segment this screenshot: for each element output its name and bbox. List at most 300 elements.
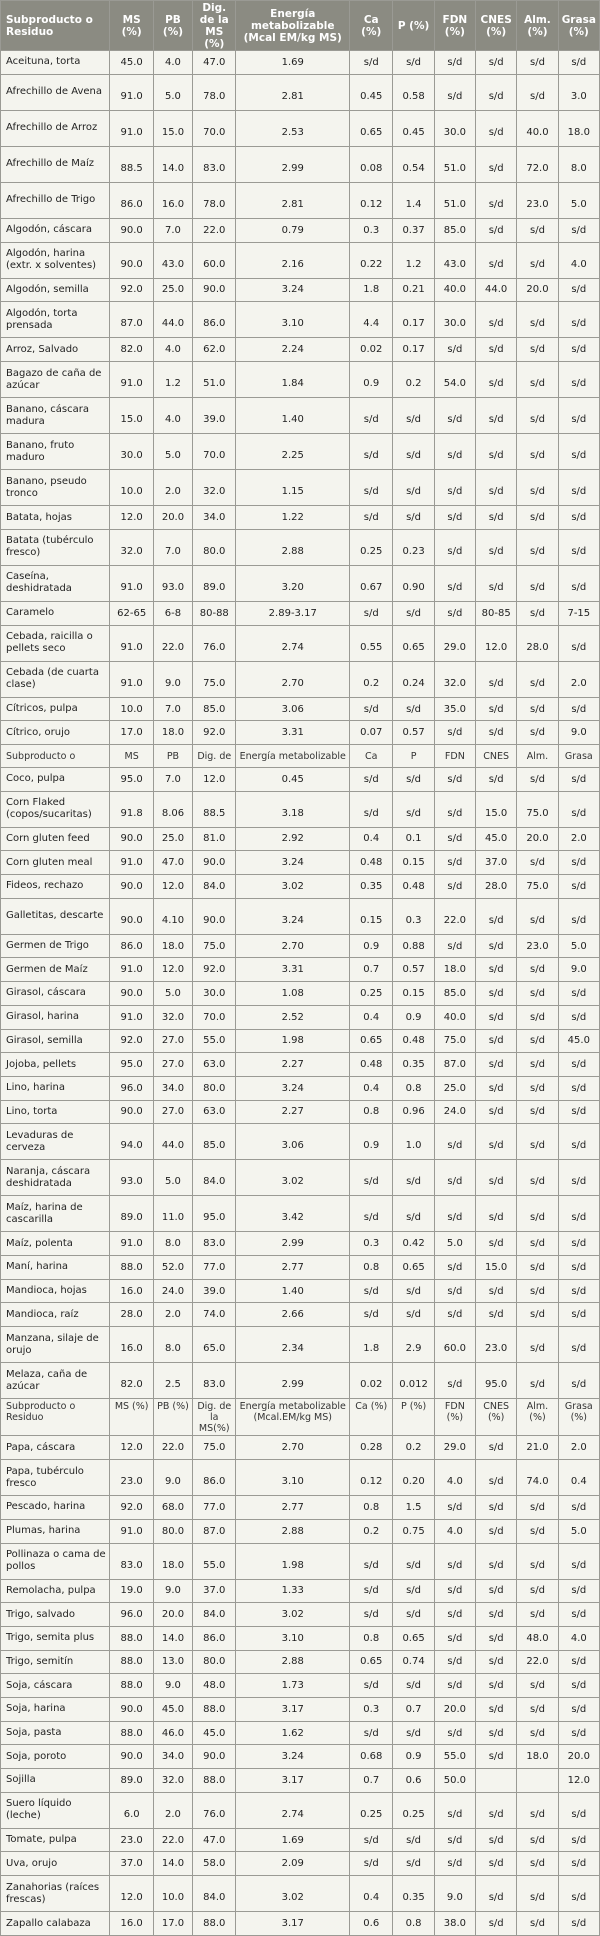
cell-pb: 5.0 bbox=[153, 982, 192, 1006]
cell-cnes: s/d bbox=[476, 338, 517, 362]
cell-dig: 70.0 bbox=[193, 110, 236, 146]
cell-ms: 89.0 bbox=[110, 1769, 153, 1793]
cell-alm: s/d bbox=[517, 982, 558, 1006]
cell-pb: 11.0 bbox=[153, 1196, 192, 1232]
cell-p: s/d bbox=[393, 51, 434, 75]
cell-cnes: 44.0 bbox=[476, 278, 517, 302]
cell-dig: 34.0 bbox=[193, 506, 236, 530]
cell-cnes: s/d bbox=[476, 1460, 517, 1496]
cell-grasa: s/d bbox=[558, 982, 599, 1006]
cell-product: Soja, pasta bbox=[1, 1721, 110, 1745]
cell-ms: 90.0 bbox=[110, 1698, 153, 1722]
cell-ca: 0.7 bbox=[350, 1769, 393, 1793]
cell-product: Coco, pulpa bbox=[1, 767, 110, 791]
subheader-fdn: FDN bbox=[434, 745, 475, 768]
cell-product: Germen de Maíz bbox=[1, 958, 110, 982]
cell-dig: 77.0 bbox=[193, 1496, 236, 1520]
cell-cnes: s/d bbox=[476, 302, 517, 338]
cell-ms: 90.0 bbox=[110, 875, 153, 899]
cell-product: Algodón, torta prensada bbox=[1, 302, 110, 338]
cell-cnes: 95.0 bbox=[476, 1363, 517, 1399]
cell-cnes: s/d bbox=[476, 1519, 517, 1543]
cell-cnes: s/d bbox=[476, 565, 517, 601]
cell-cnes: s/d bbox=[476, 1124, 517, 1160]
cell-fdn: s/d bbox=[434, 1543, 475, 1579]
cell-alm: 21.0 bbox=[517, 1436, 558, 1460]
cell-product: Maní, harina bbox=[1, 1256, 110, 1280]
cell-fdn: s/d bbox=[434, 875, 475, 899]
cell-alm: s/d bbox=[517, 1363, 558, 1399]
cell-ms: 90.0 bbox=[110, 218, 153, 242]
cell-p: 0.1 bbox=[393, 827, 434, 851]
cell-dig: 84.0 bbox=[193, 875, 236, 899]
cell-pb: 32.0 bbox=[153, 1005, 192, 1029]
cell-em: 3.02 bbox=[236, 1160, 350, 1196]
cell-dig: 81.0 bbox=[193, 827, 236, 851]
cell-p: 0.3 bbox=[393, 898, 434, 934]
cell-product: Girasol, harina bbox=[1, 1005, 110, 1029]
table-row bbox=[1, 1721, 600, 1745]
cell-product: Bagazo de caña de azúcar bbox=[1, 362, 110, 398]
cell-em: 3.10 bbox=[236, 1626, 350, 1650]
cell-dig: 75.0 bbox=[193, 661, 236, 697]
cell-product: Soja, harina bbox=[1, 1698, 110, 1722]
cell-cnes: s/d bbox=[476, 661, 517, 697]
cell-alm: s/d bbox=[517, 1721, 558, 1745]
cell-pb: 4.0 bbox=[153, 398, 192, 434]
table-row bbox=[1, 1303, 600, 1327]
cell-fdn: 85.0 bbox=[434, 218, 475, 242]
cell-ms: 16.0 bbox=[110, 1279, 153, 1303]
cell-em: 3.17 bbox=[236, 1769, 350, 1793]
cell-ms: 91.0 bbox=[110, 110, 153, 146]
table-row bbox=[1, 529, 600, 565]
cell-ms: 91.0 bbox=[110, 851, 153, 875]
cell-alm: s/d bbox=[517, 1327, 558, 1363]
cell-alm: 75.0 bbox=[517, 875, 558, 899]
cell-em: 3.20 bbox=[236, 565, 350, 601]
cell-grasa: 5.0 bbox=[558, 1519, 599, 1543]
cell-product: Galletitas, descarte bbox=[1, 898, 110, 934]
cell-dig: 92.0 bbox=[193, 721, 236, 745]
cell-grasa: s/d bbox=[558, 529, 599, 565]
cell-cnes: 15.0 bbox=[476, 1256, 517, 1280]
cell-ms: 86.0 bbox=[110, 934, 153, 958]
cell-ms: 95.0 bbox=[110, 767, 153, 791]
cell-cnes: s/d bbox=[476, 721, 517, 745]
cell-dig: 48.0 bbox=[193, 1674, 236, 1698]
cell-fdn: 30.0 bbox=[434, 110, 475, 146]
cell-dig: 86.0 bbox=[193, 302, 236, 338]
cell-product: Pescado, harina bbox=[1, 1496, 110, 1520]
cell-dig: 65.0 bbox=[193, 1327, 236, 1363]
cell-pb: 2.0 bbox=[153, 1303, 192, 1327]
cell-product: Manzana, silaje de orujo bbox=[1, 1327, 110, 1363]
cell-product: Girasol, cáscara bbox=[1, 982, 110, 1006]
cell-p: 1.4 bbox=[393, 182, 434, 218]
cell-cnes: s/d bbox=[476, 218, 517, 242]
cell-fdn: s/d bbox=[434, 506, 475, 530]
cell-pb: 22.0 bbox=[153, 625, 192, 661]
cell-fdn: 29.0 bbox=[434, 625, 475, 661]
cell-p: 0.9 bbox=[393, 1005, 434, 1029]
cell-pb: 5.0 bbox=[153, 434, 192, 470]
cell-pb: 18.0 bbox=[153, 934, 192, 958]
cell-ca: 0.65 bbox=[350, 1029, 393, 1053]
cell-dig: 22.0 bbox=[193, 218, 236, 242]
cell-fdn: s/d bbox=[434, 851, 475, 875]
cell-fdn: 9.0 bbox=[434, 1876, 475, 1912]
cell-product: Mandioca, raíz bbox=[1, 1303, 110, 1327]
cell-fdn: 40.0 bbox=[434, 278, 475, 302]
cell-fdn: 18.0 bbox=[434, 958, 475, 982]
cell-fdn: s/d bbox=[434, 51, 475, 75]
cell-p: 0.8 bbox=[393, 1076, 434, 1100]
cell-em: 2.53 bbox=[236, 110, 350, 146]
cell-product: Caramelo bbox=[1, 602, 110, 626]
cell-fdn: s/d bbox=[434, 398, 475, 434]
cell-grasa: s/d bbox=[558, 1160, 599, 1196]
cell-alm: s/d bbox=[517, 74, 558, 110]
table-row bbox=[1, 1005, 600, 1029]
table-row bbox=[1, 1496, 600, 1520]
cell-ms: 91.0 bbox=[110, 1232, 153, 1256]
cell-em: 2.88 bbox=[236, 1650, 350, 1674]
cell-em: 1.40 bbox=[236, 398, 350, 434]
cell-fdn: s/d bbox=[434, 1650, 475, 1674]
table-row bbox=[1, 1436, 600, 1460]
cell-alm: s/d bbox=[517, 1912, 558, 1936]
cell-product: Levaduras de cerveza bbox=[1, 1124, 110, 1160]
cell-pb: 27.0 bbox=[153, 1100, 192, 1124]
cell-pb: 4.0 bbox=[153, 338, 192, 362]
cell-fdn: s/d bbox=[434, 74, 475, 110]
cell-p: s/d bbox=[393, 506, 434, 530]
cell-ca: 4.4 bbox=[350, 302, 393, 338]
table-row bbox=[1, 1124, 600, 1160]
table-row bbox=[1, 934, 600, 958]
cell-dig: 95.0 bbox=[193, 1196, 236, 1232]
cell-ca: s/d bbox=[350, 1579, 393, 1603]
cell-product: Cítricos, pulpa bbox=[1, 697, 110, 721]
cell-product: Batata, hojas bbox=[1, 506, 110, 530]
cell-p: s/d bbox=[393, 791, 434, 827]
cell-cnes: s/d bbox=[476, 1160, 517, 1196]
cell-cnes: s/d bbox=[476, 1792, 517, 1828]
cell-pb: 25.0 bbox=[153, 827, 192, 851]
table-row bbox=[1, 1100, 600, 1124]
cell-cnes: s/d bbox=[476, 1005, 517, 1029]
cell-dig: 80-88 bbox=[193, 602, 236, 626]
cell-ms: 86.0 bbox=[110, 182, 153, 218]
cell-p: 2.9 bbox=[393, 1327, 434, 1363]
cell-pb: 7.0 bbox=[153, 767, 192, 791]
cell-ca: 0.4 bbox=[350, 1876, 393, 1912]
table-row bbox=[1, 1769, 600, 1793]
cell-ca: 0.8 bbox=[350, 1256, 393, 1280]
cell-em: 2.88 bbox=[236, 529, 350, 565]
cell-fdn: 32.0 bbox=[434, 661, 475, 697]
cell-ms: 37.0 bbox=[110, 1852, 153, 1876]
cell-p: s/d bbox=[393, 1543, 434, 1579]
cell-alm: s/d bbox=[517, 697, 558, 721]
cell-ms: 90.0 bbox=[110, 1100, 153, 1124]
cell-fdn: s/d bbox=[434, 1124, 475, 1160]
cell-ca: 0.45 bbox=[350, 74, 393, 110]
cell-grasa: 3.0 bbox=[558, 74, 599, 110]
cell-p: 0.2 bbox=[393, 362, 434, 398]
cell-grasa: 2.0 bbox=[558, 661, 599, 697]
cell-product: Remolacha, pulpa bbox=[1, 1579, 110, 1603]
cell-em: 1.73 bbox=[236, 1674, 350, 1698]
cell-dig: 90.0 bbox=[193, 1745, 236, 1769]
cell-alm: s/d bbox=[517, 1279, 558, 1303]
cell-grasa: s/d bbox=[558, 1363, 599, 1399]
cell-ms: 91.0 bbox=[110, 565, 153, 601]
cell-p: 0.25 bbox=[393, 1792, 434, 1828]
cell-grasa: s/d bbox=[558, 1579, 599, 1603]
cell-pb: 9.0 bbox=[153, 1674, 192, 1698]
cell-fdn: s/d bbox=[434, 1603, 475, 1627]
cell-p: 0.9 bbox=[393, 1745, 434, 1769]
cell-grasa: s/d bbox=[558, 1076, 599, 1100]
cell-product: Algodón, harina (extr. x solventes) bbox=[1, 242, 110, 278]
cell-p: s/d bbox=[393, 1674, 434, 1698]
cell-product: Tomate, pulpa bbox=[1, 1828, 110, 1852]
cell-grasa: s/d bbox=[558, 1792, 599, 1828]
subheader-em: Energía metabolizable bbox=[236, 745, 350, 768]
subheader-pb: PB bbox=[153, 745, 192, 768]
cell-product: Uva, orujo bbox=[1, 1852, 110, 1876]
table-row bbox=[1, 898, 600, 934]
table-row bbox=[1, 1579, 600, 1603]
cell-em: 3.02 bbox=[236, 1603, 350, 1627]
cell-em: 2.74 bbox=[236, 625, 350, 661]
cell-em: 2.70 bbox=[236, 1436, 350, 1460]
cell-grasa: s/d bbox=[558, 851, 599, 875]
cell-fdn: 30.0 bbox=[434, 302, 475, 338]
table-row bbox=[1, 958, 600, 982]
cell-ca: 0.8 bbox=[350, 1100, 393, 1124]
cell-p: 0.54 bbox=[393, 146, 434, 182]
cell-ca: s/d bbox=[350, 1543, 393, 1579]
cell-p: s/d bbox=[393, 1279, 434, 1303]
cell-ms: 88.0 bbox=[110, 1650, 153, 1674]
cell-ca: 0.2 bbox=[350, 1519, 393, 1543]
header-pb: PB (%) bbox=[153, 1, 192, 51]
cell-ms: 91.0 bbox=[110, 625, 153, 661]
cell-alm: 20.0 bbox=[517, 827, 558, 851]
cell-alm: s/d bbox=[517, 1053, 558, 1077]
cell-ms: 88.0 bbox=[110, 1256, 153, 1280]
subheader-ms: MS bbox=[110, 745, 153, 768]
cell-alm: s/d bbox=[517, 602, 558, 626]
cell-dig: 76.0 bbox=[193, 625, 236, 661]
cell-pb: 2.5 bbox=[153, 1363, 192, 1399]
cell-ms: 89.0 bbox=[110, 1196, 153, 1232]
cell-alm: s/d bbox=[517, 218, 558, 242]
cell-p: 0.6 bbox=[393, 1769, 434, 1793]
cell-alm: s/d bbox=[517, 242, 558, 278]
cell-alm: 23.0 bbox=[517, 182, 558, 218]
cell-pb: 8.0 bbox=[153, 1327, 192, 1363]
cell-dig: 92.0 bbox=[193, 958, 236, 982]
header-product: Subproducto o Residuo bbox=[1, 1, 110, 51]
cell-alm: s/d bbox=[517, 506, 558, 530]
cell-ms: 16.0 bbox=[110, 1327, 153, 1363]
cell-em: 0.79 bbox=[236, 218, 350, 242]
cell-em: 2.99 bbox=[236, 1232, 350, 1256]
cell-fdn: 40.0 bbox=[434, 1005, 475, 1029]
cell-cnes: s/d bbox=[476, 1029, 517, 1053]
cell-dig: 83.0 bbox=[193, 146, 236, 182]
cell-p: s/d bbox=[393, 767, 434, 791]
cell-alm: s/d bbox=[517, 1076, 558, 1100]
cell-product: Afrechillo de Trigo bbox=[1, 182, 110, 218]
cell-p: 0.15 bbox=[393, 982, 434, 1006]
cell-pb: 4.0 bbox=[153, 51, 192, 75]
cell-em: 3.17 bbox=[236, 1698, 350, 1722]
cell-alm: s/d bbox=[517, 1674, 558, 1698]
cell-dig: 85.0 bbox=[193, 697, 236, 721]
cell-em: 1.08 bbox=[236, 982, 350, 1006]
cell-em: 3.18 bbox=[236, 791, 350, 827]
cell-product: Trigo, semitín bbox=[1, 1650, 110, 1674]
table-row bbox=[1, 721, 600, 745]
cell-em: 3.17 bbox=[236, 1912, 350, 1936]
subheader-fdn: FDN (%) bbox=[434, 1399, 475, 1436]
cell-product: Caseína, deshidratada bbox=[1, 565, 110, 601]
subheader-p: P bbox=[393, 745, 434, 768]
cell-alm: s/d bbox=[517, 1303, 558, 1327]
cell-alm: s/d bbox=[517, 1100, 558, 1124]
cell-alm: s/d bbox=[517, 1579, 558, 1603]
cell-grasa: s/d bbox=[558, 1256, 599, 1280]
cell-grasa: 4.0 bbox=[558, 242, 599, 278]
cell-ms: 28.0 bbox=[110, 1303, 153, 1327]
cell-ms: 23.0 bbox=[110, 1460, 153, 1496]
cell-fdn: s/d bbox=[434, 1674, 475, 1698]
cell-product: Maíz, harina de cascarilla bbox=[1, 1196, 110, 1232]
cell-ms: 91.8 bbox=[110, 791, 153, 827]
table-row bbox=[1, 1792, 600, 1828]
cell-ms: 23.0 bbox=[110, 1828, 153, 1852]
cell-ca: s/d bbox=[350, 1721, 393, 1745]
cell-ms: 62-65 bbox=[110, 602, 153, 626]
cell-p: 0.17 bbox=[393, 302, 434, 338]
cell-alm: 75.0 bbox=[517, 791, 558, 827]
cell-cnes: s/d bbox=[476, 146, 517, 182]
cell-fdn: 51.0 bbox=[434, 182, 475, 218]
cell-pb: 18.0 bbox=[153, 1543, 192, 1579]
cell-ca: s/d bbox=[350, 1196, 393, 1232]
cell-ca: 0.67 bbox=[350, 565, 393, 601]
cell-grasa: s/d bbox=[558, 1196, 599, 1232]
cell-p: s/d bbox=[393, 1160, 434, 1196]
cell-pb: 5.0 bbox=[153, 74, 192, 110]
table-row bbox=[1, 182, 600, 218]
table-row bbox=[1, 1232, 600, 1256]
cell-pb: 1.2 bbox=[153, 362, 192, 398]
subheader-dig: Dig. de la MS(%) bbox=[193, 1399, 236, 1436]
cell-cnes: s/d bbox=[476, 362, 517, 398]
cell-cnes: s/d bbox=[476, 1674, 517, 1698]
cell-cnes: 37.0 bbox=[476, 851, 517, 875]
cell-alm: s/d bbox=[517, 721, 558, 745]
table-row bbox=[1, 1196, 600, 1232]
cell-cnes: s/d bbox=[476, 1626, 517, 1650]
cell-ca: 0.25 bbox=[350, 529, 393, 565]
cell-alm: s/d bbox=[517, 302, 558, 338]
cell-em: 2.99 bbox=[236, 1363, 350, 1399]
cell-p: 0.57 bbox=[393, 958, 434, 982]
table-row bbox=[1, 1828, 600, 1852]
cell-fdn: s/d bbox=[434, 827, 475, 851]
cell-fdn: 43.0 bbox=[434, 242, 475, 278]
cell-ca: s/d bbox=[350, 51, 393, 75]
cell-ca: 0.07 bbox=[350, 721, 393, 745]
cell-alm: s/d bbox=[517, 851, 558, 875]
table-row bbox=[1, 602, 600, 626]
table-row bbox=[1, 1674, 600, 1698]
cell-p: 0.58 bbox=[393, 74, 434, 110]
cell-p: 0.65 bbox=[393, 625, 434, 661]
cell-pb: 46.0 bbox=[153, 1721, 192, 1745]
cell-p: 0.37 bbox=[393, 218, 434, 242]
cell-grasa: s/d bbox=[558, 1876, 599, 1912]
subheader-grasa: Grasa bbox=[558, 745, 599, 768]
cell-pb: 52.0 bbox=[153, 1256, 192, 1280]
cell-fdn: s/d bbox=[434, 1828, 475, 1852]
cell-p: s/d bbox=[393, 398, 434, 434]
cell-product: Zapallo calabaza bbox=[1, 1912, 110, 1936]
cell-grasa: s/d bbox=[558, 1327, 599, 1363]
cell-em: 1.69 bbox=[236, 1828, 350, 1852]
table-row bbox=[1, 827, 600, 851]
cell-p: 1.2 bbox=[393, 242, 434, 278]
cell-dig: 84.0 bbox=[193, 1876, 236, 1912]
cell-em: 2.16 bbox=[236, 242, 350, 278]
cell-ca: s/d bbox=[350, 1828, 393, 1852]
cell-grasa: s/d bbox=[558, 1912, 599, 1936]
cell-dig: 32.0 bbox=[193, 470, 236, 506]
cell-grasa: 0.4 bbox=[558, 1460, 599, 1496]
cell-ms: 12.0 bbox=[110, 1436, 153, 1460]
cell-cnes: 15.0 bbox=[476, 791, 517, 827]
cell-grasa: s/d bbox=[558, 362, 599, 398]
cell-p: 1.5 bbox=[393, 1496, 434, 1520]
cell-cnes: s/d bbox=[476, 1053, 517, 1077]
table-row bbox=[1, 851, 600, 875]
cell-ca: 0.65 bbox=[350, 110, 393, 146]
cell-ms: 82.0 bbox=[110, 338, 153, 362]
subheader-ca: Ca (%) bbox=[350, 1399, 393, 1436]
cell-pb: 24.0 bbox=[153, 1279, 192, 1303]
cell-pb: 8.06 bbox=[153, 791, 192, 827]
cell-em: 2.92 bbox=[236, 827, 350, 851]
cell-pb: 2.0 bbox=[153, 470, 192, 506]
cell-cnes: s/d bbox=[476, 74, 517, 110]
cell-pb: 16.0 bbox=[153, 182, 192, 218]
cell-alm: 28.0 bbox=[517, 625, 558, 661]
cell-ms: 88.0 bbox=[110, 1626, 153, 1650]
cell-cnes: s/d bbox=[476, 1852, 517, 1876]
cell-fdn: 60.0 bbox=[434, 1327, 475, 1363]
cell-p: s/d bbox=[393, 1303, 434, 1327]
cell-grasa: s/d bbox=[558, 1852, 599, 1876]
cell-p: 0.2 bbox=[393, 1436, 434, 1460]
cell-cnes: s/d bbox=[476, 1745, 517, 1769]
